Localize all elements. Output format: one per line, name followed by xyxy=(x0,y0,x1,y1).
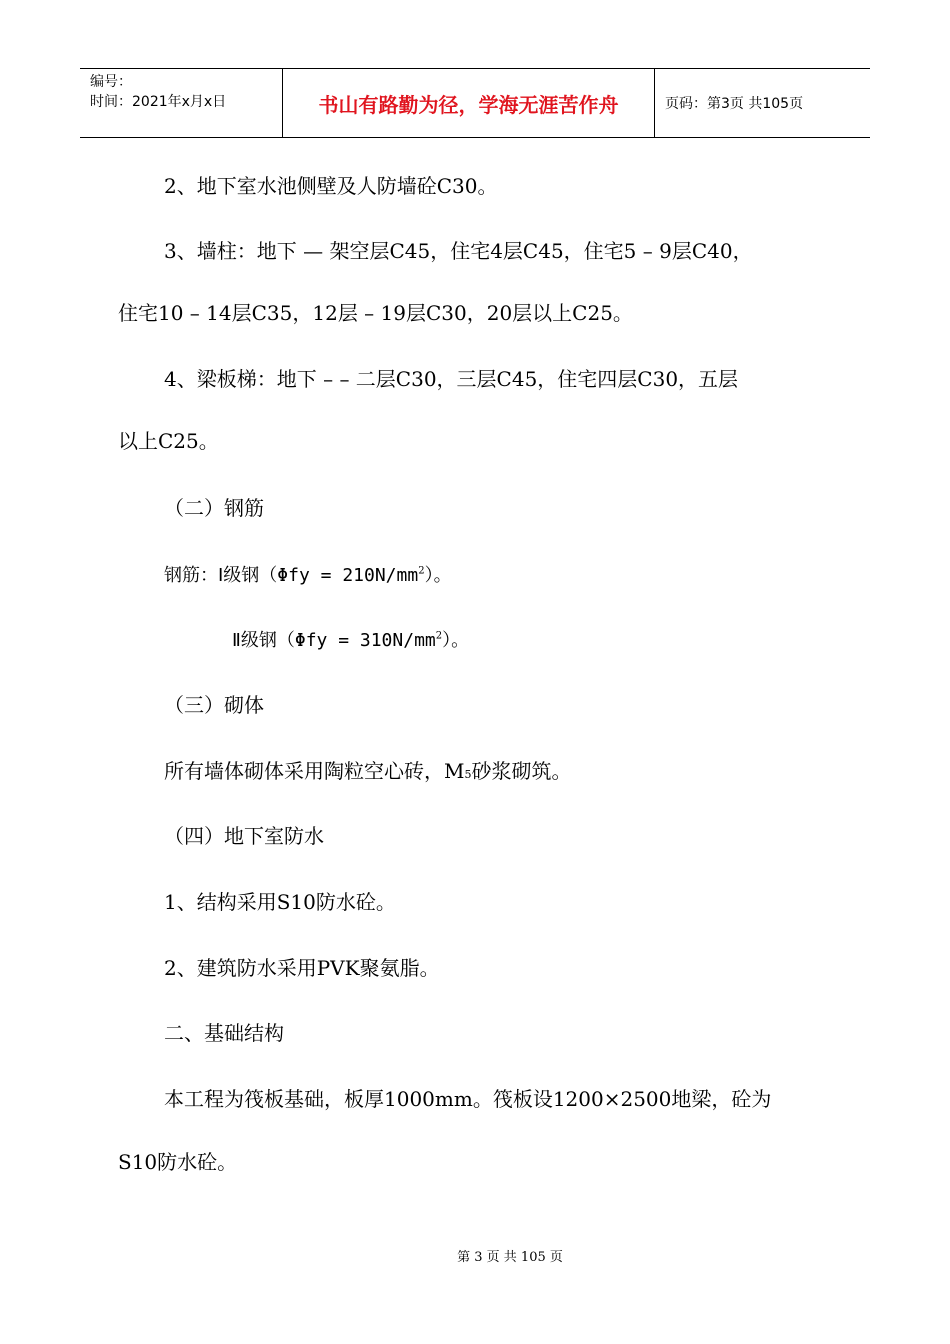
text-line xyxy=(164,757,571,785)
time-label: 时间：2021年x月x日 xyxy=(90,94,227,110)
text-line: S10防水砼。 xyxy=(118,1150,238,1174)
text-line: 2、地下室水池侧壁及人防墙砼C30。 xyxy=(164,174,498,198)
subscript: 5 xyxy=(464,768,472,781)
text-line: 1、结构采用S10防水砼。 xyxy=(164,890,396,914)
section-heading: （二）钢筋 xyxy=(164,496,264,520)
page-footer: 第 3 页 共 105 页 xyxy=(457,1250,563,1265)
section-heading: 二、基础结构 xyxy=(164,1021,284,1045)
text-fragment: 砂浆砌筑。 xyxy=(471,759,572,783)
text-fragment: ）。 xyxy=(424,565,452,586)
header-page-info: 页码：第3页 共105页 xyxy=(665,96,804,112)
page-header xyxy=(80,68,870,138)
header-meta xyxy=(80,69,282,137)
steel-grade-1: 钢筋：Ⅰ级钢（Φfy = 210N/mm xyxy=(164,565,419,586)
text-line: 2、建筑防水采用PVK聚氨脂。 xyxy=(164,956,440,980)
text-line: 以上C25。 xyxy=(118,429,219,453)
superscript: 2 xyxy=(435,630,443,642)
text-line: 本工程为筏板基础，板厚1000mm。筏板设1200×2500地梁，砼为 xyxy=(164,1087,772,1111)
text-line xyxy=(164,560,452,590)
number-label: 编号： xyxy=(90,74,132,90)
text-line xyxy=(232,625,469,655)
text-line: 4、梁板梯：地下 – – 二层C30，三层C45，住宅四层C30，五层 xyxy=(164,367,739,391)
text-fragment: 所有墙体砌体采用陶粒空心砖，M xyxy=(164,759,465,783)
header-motto: 书山有路勤为径，学海无涯苦作舟 xyxy=(282,69,655,137)
steel-grade-2: Ⅱ级钢（Φfy = 310N/mm xyxy=(232,630,436,651)
text-fragment: ）。 xyxy=(442,630,470,651)
section-heading: （四）地下室防水 xyxy=(164,824,324,848)
text-line: 3、墙柱：地下 — 架空层C45，住宅4层C45，住宅5 – 9层C40， xyxy=(164,239,753,263)
section-heading: （三）砌体 xyxy=(164,693,264,717)
superscript: 2 xyxy=(418,565,425,577)
text-line: 住宅10 – 14层C35，12层 – 19层C30，20层以上C25。 xyxy=(118,301,633,325)
